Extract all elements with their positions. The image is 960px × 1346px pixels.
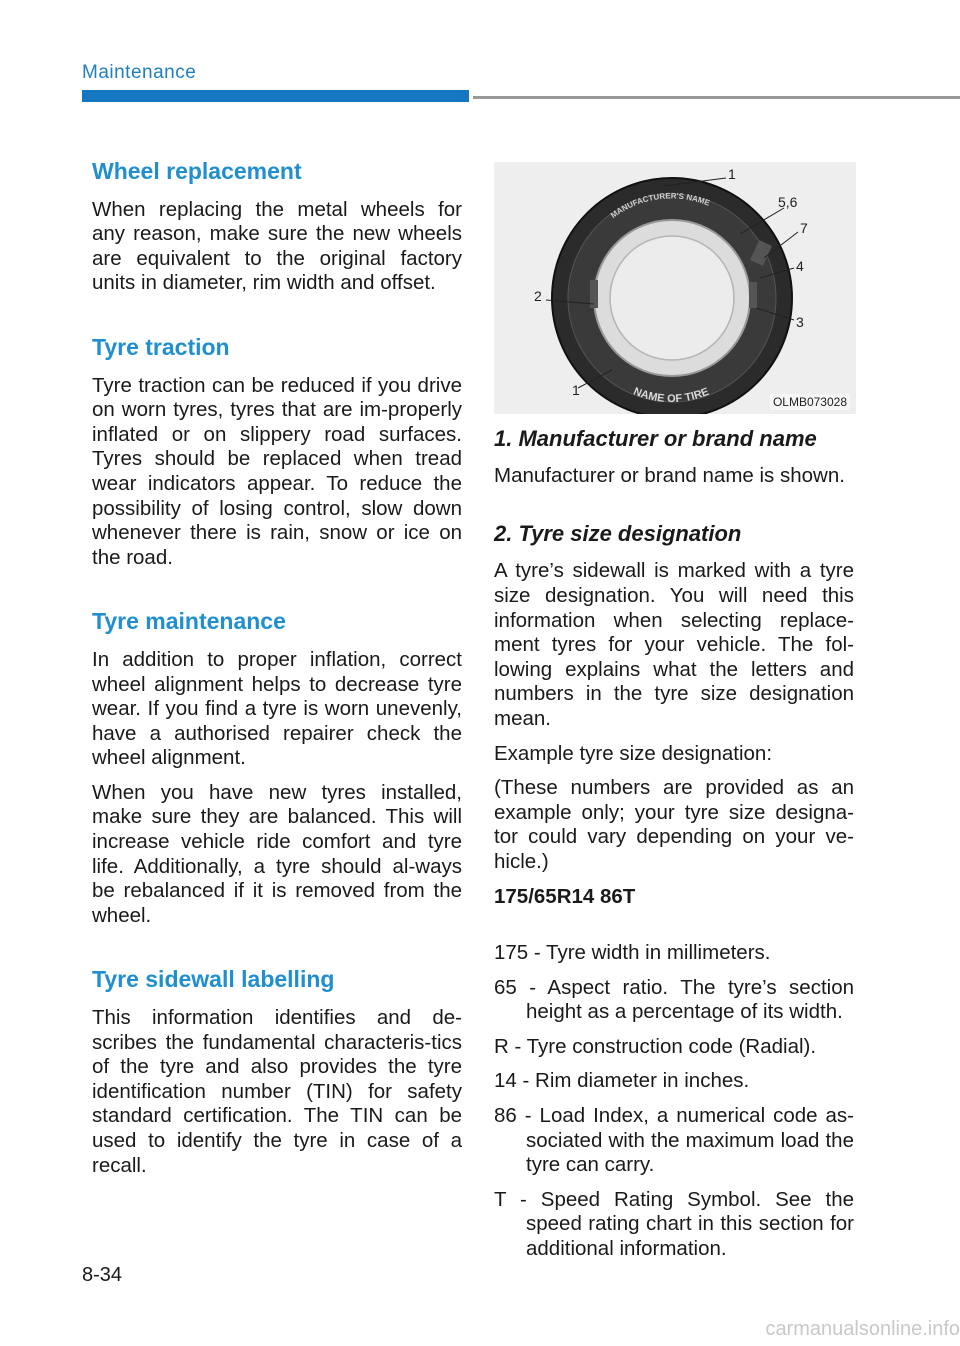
definition-item: 86 - Load Index, a numerical code as-sociated with the maximum load the tyre can carry.	[494, 1104, 854, 1177]
tyre-illustration-svg	[494, 162, 856, 414]
heading-wheel-replacement: Wheel replacement	[92, 158, 302, 184]
paragraph-tyre-traction: Tyre traction can be reduced if you drive on worn tyres, tyres that are im-properly inflated or on slippery road surfaces. Tyres should be replaced when tread wear indicators appear. To reduce the possibility of losing control, slow down whenever there is rain, snow or ice on the road.	[92, 373, 462, 569]
tyre-text-manufacturer: MANUFACTURER'S NAME	[609, 191, 712, 220]
callout-5-6: 5,6	[778, 194, 798, 210]
heading-sidewall-labelling: Tyre sidewall labelling	[92, 966, 335, 993]
paragraph-wheel-replacement: When replacing the metal wheels for any reason, make sure the new wheels are equivalent to the original factory units in diameter, rim width and offset.	[92, 197, 462, 295]
definition-item: 175 - Tyre width in millimeters.	[494, 941, 771, 965]
definition-item: R - Tyre construction code (Radial).	[494, 1034, 817, 1058]
callout-3: 3	[796, 314, 804, 330]
tyre-sidewall-illustration	[494, 162, 856, 414]
heading-size-designation: 2. Tyre size designation	[494, 520, 742, 546]
heading-tyre-traction: Tyre traction	[92, 333, 230, 360]
paragraph-manufacturer: Manufacturer or brand name is shown.	[494, 464, 845, 488]
left-column	[82, 158, 462, 1188]
callout-1-bottom: 1	[572, 382, 580, 398]
example-value: 175/65R14 86T	[494, 884, 636, 908]
callout-4: 4	[796, 258, 804, 274]
example-label: Example tyre size designation:	[494, 741, 773, 765]
callout-7: 7	[800, 220, 808, 236]
right-column	[494, 426, 874, 1272]
header-bar-rule	[473, 96, 960, 99]
paragraph-tyre-maintenance-1: In addition to proper inflation, correct wheel alignment helps to decrease tyre wear. If you find a tyre is worn unevenly, have a authorised repairer check the wheel alignment.	[92, 647, 462, 770]
definition-list	[494, 941, 854, 1262]
example-note: (These numbers are provided as an example only; your tyre size designa-tor could vary depending on your ve-hicle.)	[494, 776, 854, 873]
paragraph-tyre-maintenance-2: When you have new tyres installed, make sure they are balanced. This will increase vehicle ride comfort and tyre life. Additionally, a tyre should al-ways be rebalanced if it is removed from the wheel.	[92, 780, 462, 927]
definition-item: 65 - Aspect ratio. The tyre’s section height as a percentage of its width.	[494, 975, 854, 1024]
section-header: Maintenance	[82, 62, 197, 83]
page-number: 8-34	[82, 1264, 123, 1286]
heading-tyre-maintenance: Tyre maintenance	[92, 608, 286, 635]
watermark: carmanualsonline.info	[765, 1318, 960, 1340]
header-bar-accent	[82, 90, 469, 102]
callout-1-top: 1	[728, 166, 736, 182]
figure-code: OLMB073028	[770, 394, 850, 410]
heading-manufacturer: 1. Manufacturer or brand name	[494, 426, 817, 451]
tyre-text-name: NAME OF TIRE	[631, 385, 711, 406]
paragraph-size-designation: A tyre’s sidewall is marked with a tyre size designation. You will need this information when selecting replace-ment tyres for your vehicle. The fol-lowing explains what the letters and numbers in the tyre size designation mean.	[494, 559, 854, 730]
rim-inner	[610, 236, 734, 360]
callout-2: 2	[534, 288, 542, 304]
definition-item: 14 - Rim diameter in inches.	[494, 1069, 750, 1093]
definition-item: T - Speed Rating Symbol. See the speed rating chart in this section for additional information.	[494, 1187, 854, 1261]
paragraph-sidewall-labelling: This information identifies and de-scribes the fundamental characteris-tics of the tyre and also provides the tyre identification number (TIN) for safety standard certification. The TIN can be used to identify the tyre in case of a recall.	[92, 1006, 462, 1177]
